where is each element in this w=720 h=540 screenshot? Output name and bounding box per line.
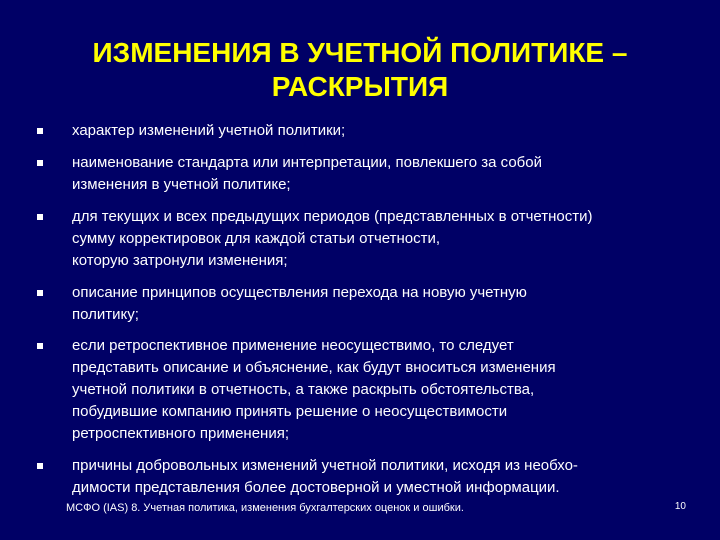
bullet-item — [36, 120, 706, 142]
bullet-item — [36, 152, 706, 196]
bullet-item — [36, 282, 706, 326]
page-number: 10 — [674, 501, 686, 512]
slide-title-line-1: ИЗМЕНЕНИЯ В УЧЕТНОЙ ПОЛИТИКЕ – — [92, 37, 628, 68]
square-bullet-icon — [37, 463, 43, 469]
square-bullet-icon — [37, 160, 43, 166]
bullet-text: причины добровольных изменений учетной политики, исходя из необхо- димости представления более достоверной и уместной информации. — [72, 457, 578, 496]
bullet-text: если ретроспективное применение неосуществимо, то следует представить описание и объяснение, как будут вноситься изменения учетной политики в отчетность, а также раскрыть обстоятельства, побудившие компанию принять решение о неосуществимости ретроспективного применения; — [72, 337, 556, 442]
bullet-text: описание принципов осуществления перехода на новую учетную политику; — [72, 284, 527, 323]
bullet-item — [36, 335, 706, 445]
bullet-item — [36, 455, 706, 499]
square-bullet-icon — [37, 214, 43, 220]
square-bullet-icon — [37, 290, 43, 296]
square-bullet-icon — [37, 343, 43, 349]
slide-footer: МСФО (IAS) 8. Учетная политика, изменения бухгалтерских оценок и ошибки. — [66, 502, 464, 514]
bullet-list — [36, 120, 706, 509]
square-bullet-icon — [37, 128, 43, 134]
bullet-text: наименование стандарта или интерпретации, повлекшего за собой изменения в учетной политике; — [72, 154, 542, 193]
bullet-text: характер изменений учетной политики; — [72, 122, 346, 139]
slide-title — [30, 36, 690, 104]
bullet-item — [36, 206, 706, 272]
slide-title-line-2: РАСКРЫТИЯ — [271, 71, 449, 102]
bullet-text: для текущих и всех предыдущих периодов (представленных в отчетности) сумму корректировок для каждой статьи отчетности, которую затронули изменения; — [72, 208, 593, 269]
